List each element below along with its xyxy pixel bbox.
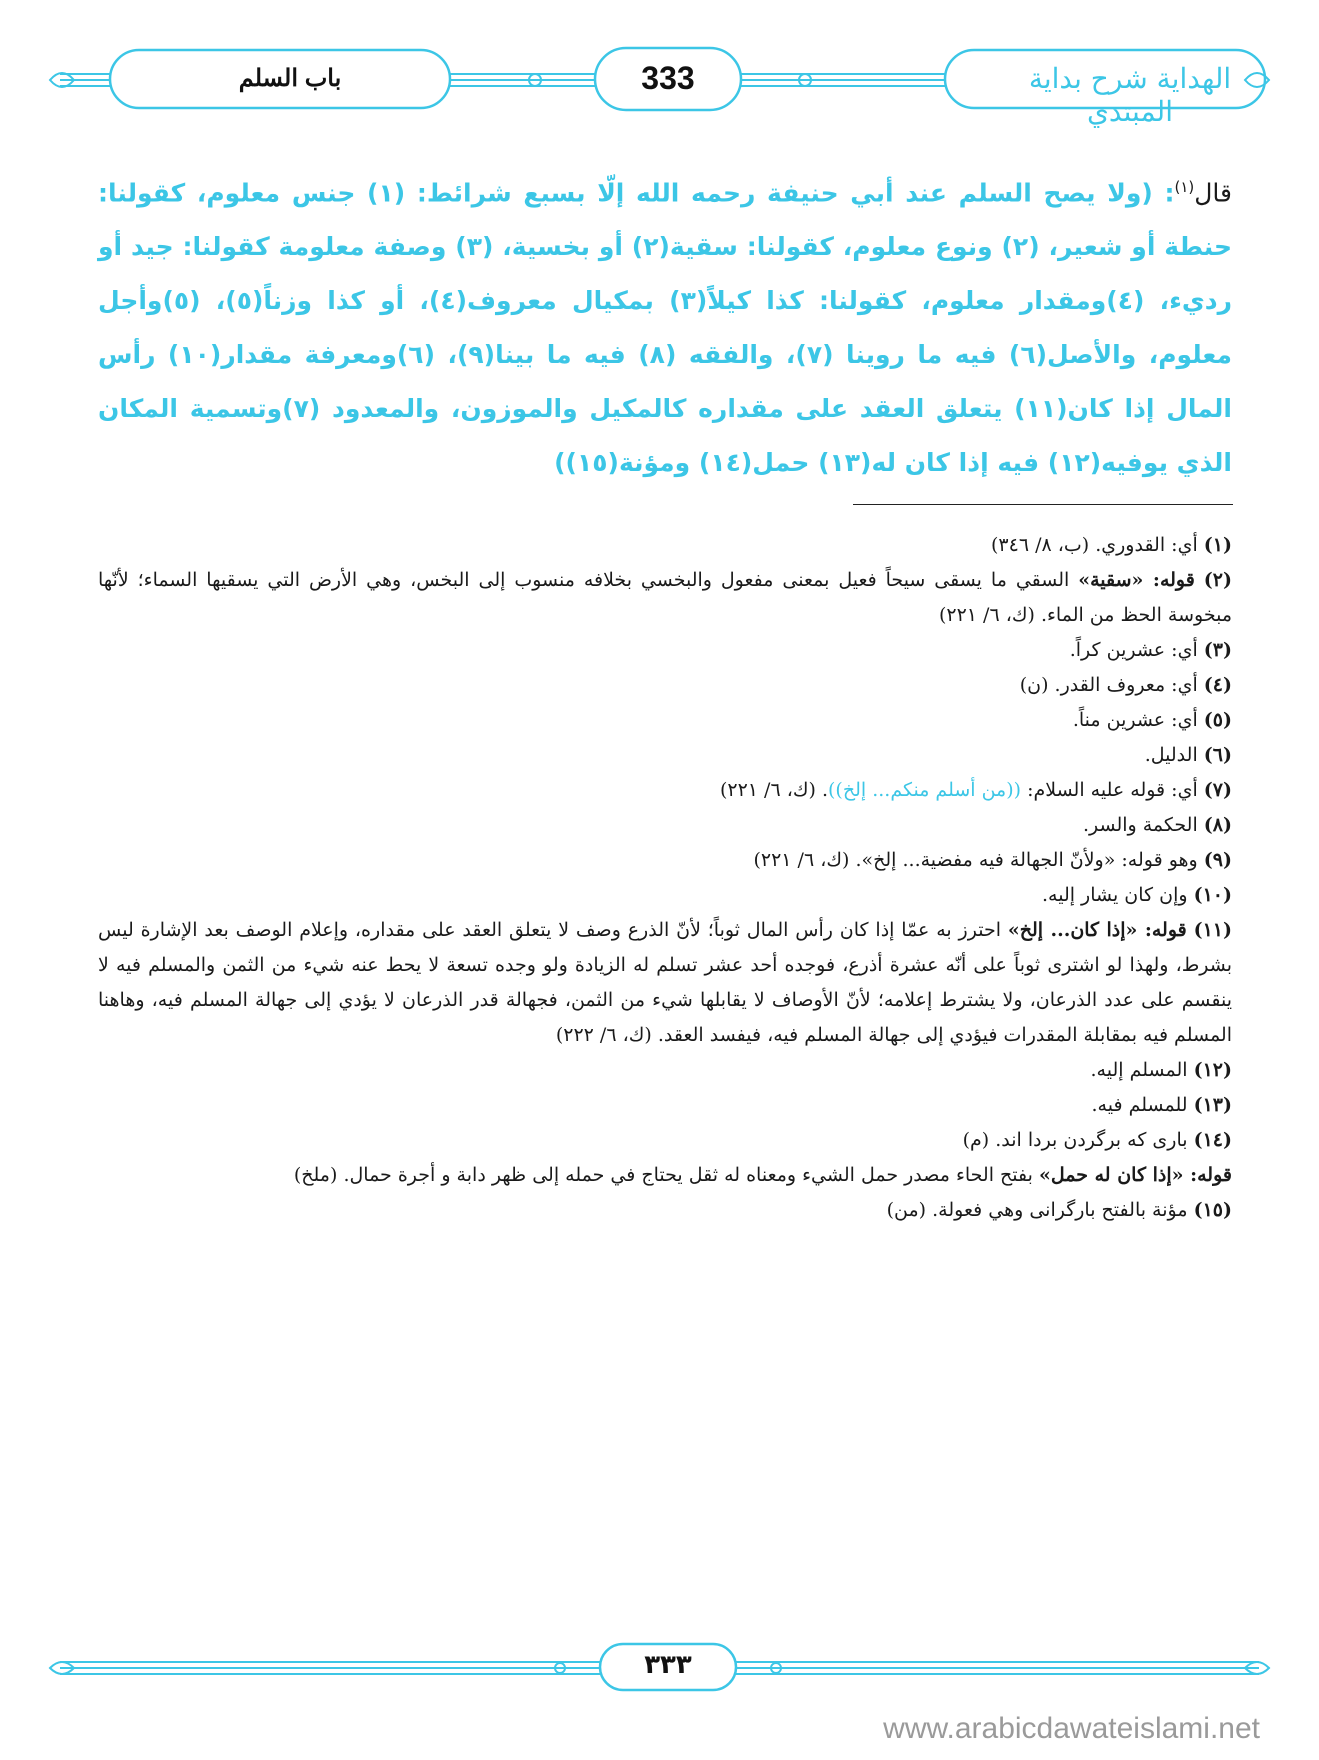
website-watermark[interactable]: www.arabicdawateislami.net (883, 1712, 1260, 1745)
footer-page-number: ٣٣٣ (644, 1650, 692, 1680)
footnotes (98, 528, 1232, 1228)
footnote-15: (١٥) مؤنة بالفتح بارگرانی وهي فعولة. (من) (886, 1199, 1232, 1221)
footnote-11: (١١) قوله: «إذا كان... إلخ» احترز به عمّا إذا كان رأس المال ثوباً؛ لأنّ الذرع وصف لا يتعلق العقد على مقداره، وإعلام الوصف بعد الإشارة ليس بشرط، ولهذا لو اشترى ثوباً على أنّه عشرة أذرع، فوجده أحد عشر تسلم له الزيادة ولو وجده تسعة لا يحط عنه شيء من الثمن والمسلم فيه لا ينقسم على عدد الذرعان، ولا يشترط إعلامه؛ لأنّ الأوصاف لا يقابلها شيء من الثمن، فجهالة قدر الذرعان لا يؤدي إلى جهالة المسلم فيه، وهاهنا المسلم فيه بمقابلة المقدرات فيؤدي إلى جهالة المسلم فيه، فيفسد العقد. (ك، ٦/ ٢٢٢) (98, 919, 1233, 1046)
footnote-4: (٤) أي: معروف القدر. (ن) (1019, 674, 1232, 696)
book-title: الهداية شرح بداية المبتدي (1028, 62, 1232, 128)
page-header (40, 44, 1279, 128)
footnote-14: (١٤) باری كه برگردن بردا اند. (م) (962, 1129, 1232, 1151)
footnote-2: (٢) قوله: «سقية» السقي ما يسقى سيحاً فعيل بمعنى مفعول والبخسي بخلافه منسوب إلى البخس، وهي الأرض التي يسقيها السماء؛ لأنّها مبخوسة الحظ من الماء. (ك، ٦/ ٢٢١) (98, 569, 1232, 626)
footnote-9: (٩) وهو قوله: «ولأنّ الجهالة فيه مفضية... إلخ». (ك، ٦/ ٢٢١) (753, 849, 1232, 871)
footnote-separator (853, 504, 1233, 505)
page-number: 333 (641, 60, 695, 96)
hadith-quote: ((من أسلم منكم... إلخ)) (828, 779, 1022, 801)
footnote-5: (٥) أي: عشرين مناً. (1072, 709, 1232, 731)
footnote-12: (١٢) المسلم إليه. (1090, 1059, 1232, 1081)
footnote-10: (١٠) وإن كان يشار إليه. (1041, 884, 1232, 906)
matn-body: : (ولا يصح السلم عند أبي حنيفة رحمه الله إلّا بسبع شرائط: (١) جنس معلوم، كقولنا: حنطة أو شعير، (٢) ونوع معلوم، كقولنا: سقية(٢) أو بخسية، (٣) وصفة معلومة كقولنا: جيد أو رديء، (٤)ومقدار معلوم، كقولنا: كذا كيلاً(٣) بمكيال معروف(٤)، أو كذا وزناً(٥)، (٥)وأجل معلوم، والأصل(٦) فيه ما روينا (٧)، والفقه (٨) فيه ما بينا(٩)، (٦)ومعرفة مقدار(١٠) رأس المال إذا كان(١١) يتعلق العقد على مقداره كالمكيل والموزون، والمعدود (٧)وتسمية المكان الذي يوفيه(١٢) فيه إذا كان له(١٣) حمل(١٤) ومؤنة(١٥)) (98, 178, 1233, 478)
footnote-8: (٨) الحكمة والسر. (1082, 814, 1232, 836)
footnote-13: (١٣) للمسلم فيه. (1091, 1094, 1232, 1116)
footnote-14-note: قوله: «إذا كان له حمل» بفتح الحاء مصدر حمل الشيء ومعناه له ثقل يحتاج في حمله إلى ظهر دابة و أجرة حمال. (ملخ) (293, 1164, 1232, 1186)
page-footer (40, 1640, 1279, 1700)
qaal-word: قال (1194, 178, 1232, 208)
qaal-footnote-mark: (١) (1174, 178, 1195, 196)
footnote-1: (١) أي: القدوري. (ب، ٨/ ٣٤٦) (990, 534, 1232, 556)
main-text (98, 160, 1232, 490)
footnote-3: (٣) أي: عشرين كراً. (1069, 639, 1232, 661)
footnote-6: (٦) الدليل. (1144, 744, 1232, 766)
chapter-title: باب السلم (238, 65, 342, 92)
footnote-7: (٧) أي: قوله عليه السلام: ((من أسلم منكم... إلخ)). (ك، ٦/ ٢٢١) (719, 779, 1232, 801)
